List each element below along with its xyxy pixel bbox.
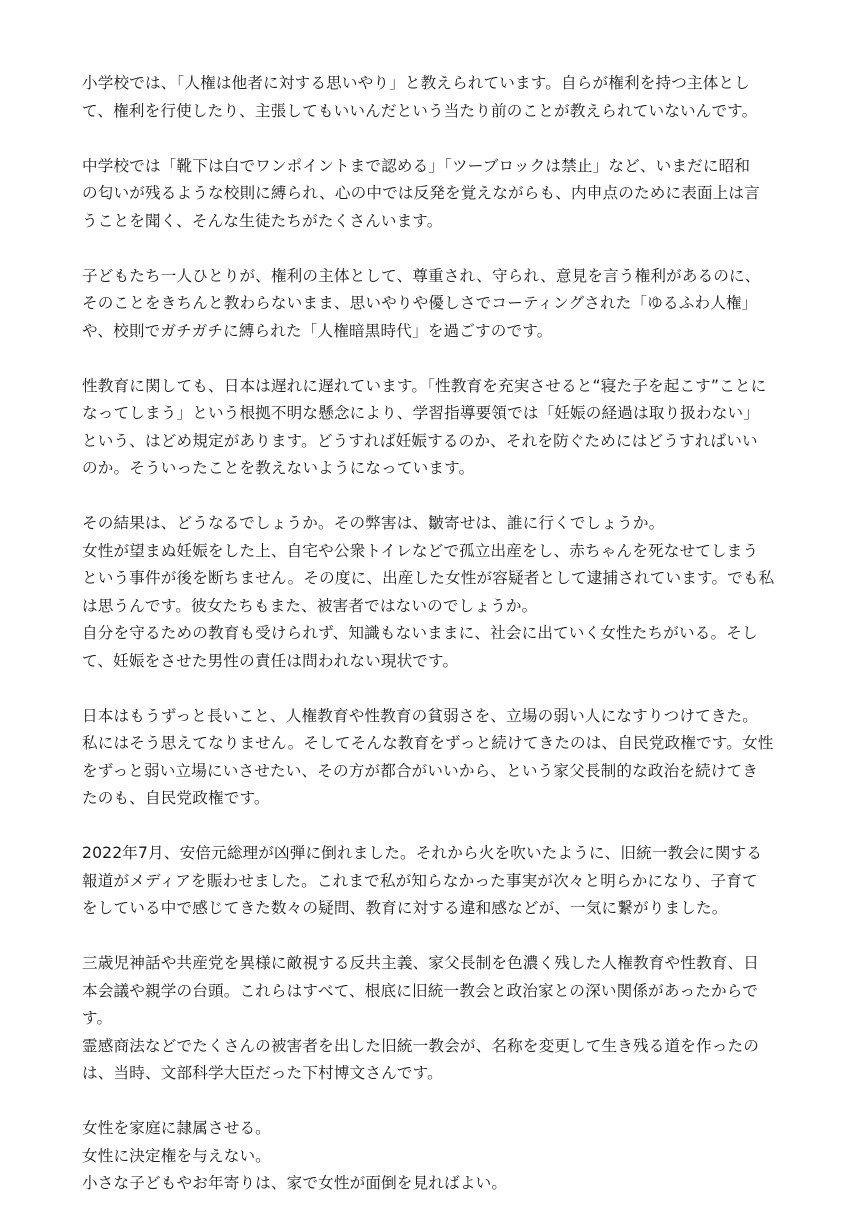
text-line: という、はどめ規定があります。どうすれば妊娠するのか、それを防ぐためにはどうすればいい [82,431,758,450]
text-line: 本会議や親学の台頭。これらはすべて、根底に旧統一教会と政治家との深い関係があったからで [82,981,759,1000]
text-line: 小学校では、「人権は他者に対する思いやり」と教えられています。自らが権利を持つ主体とし [82,74,750,92]
paragraph-5 [82,510,775,675]
text-line: 報道がメディアを賑わせました。これまで私が知らなかった事実が次々と明らかになり、子育て [82,871,758,890]
text-line: 三歳児神話や共産党を異様に敵視する反共主義、家父長制を色濃く残した人権教育や性教育、日 [82,954,759,972]
text-line: 私にはそう思えてなりません。そしてそんな教育をずっと続けてきたのは、自民党政権です。女性 [82,734,774,752]
text-line: て、妊娠をさせた男性の責任は問われない現状です。 [82,651,459,670]
paragraph-7 [82,840,763,923]
text-line: という事件が後を断ちません。その度に、出産した女性が容疑者として逮捕されています。でも私 [82,569,775,587]
text-line: は思うんです。彼女たちもまた、被害者ではないのでしょうか。 [82,596,538,615]
text-line: 2022年7月、安倍元総理が凶弾に倒れました。それから火を吹いたように、旧統一教会に関する [82,844,763,862]
text-line: 霊感商法などでたくさんの被害者を出した旧統一教会が、名称を変更して生き残る道を作ったの [82,1036,759,1055]
text-line: の匂いが残るような校則に縛られ、心の中では反発を覚えながらも、内申点のために表面上は言 [82,184,760,202]
text-line: 性教育に関しても、日本は遅れに遅れています。「性教育を充実させると“寝た子を起こす”ことに [82,376,767,395]
text-line: たのも、自民党政権です。 [82,789,270,807]
text-line: 日本はもうずっと長いこと、人権教育や性教育の貧弱さを、立場の弱い人になすりつけてきた。 [82,706,759,725]
paragraph-2 [82,153,760,236]
text-line: 女性を家庭に隷属させる。 [82,1119,271,1137]
paragraph-4 [82,373,767,483]
text-line: をしている中で感じてきた数々の疑問、教育に対する違和感などが、一気に繋がりました。 [82,899,728,917]
paragraph-8 [82,950,759,1088]
document-page [82,70,775,1225]
text-line: 子どもたち一人ひとりが、権利の主体として、尊重され、守られ、意見を言う権利があるのに、 [82,266,761,285]
text-line: をずっと弱い立場にいさせたい、その方が都合がいいから、という家父長制的な政治を続けてき [82,761,759,780]
text-line: 女性に決定権を与えない。 [82,1146,271,1165]
paragraph-9 [82,1115,752,1198]
text-line: なってしまう」という根拠不明な懸念により、学習指導要領では「妊娠の経過は取り扱わない」 [82,404,759,422]
paragraph-3 [82,263,761,346]
text-line: その結果は、どうなるでしょうか。その弊害は、皺寄せは、誰に行くでしょうか。 [82,514,665,532]
text-line: のか。そういったことを教えないようになっています。 [82,459,475,477]
text-line: や、校則でガチガチに縛られた「人権暗黒時代」を過ごすのです。 [82,321,553,340]
text-line: 自分を守るための教育も受けられず、知識もないままに、社会に出ていく女性たちがいる。そし [82,624,758,642]
paragraph-6 [82,703,774,813]
text-line: そのことをきちんと教わらないまま、思いやりや優しさでコーティングされた「ゆるふわ人権」 [82,294,758,312]
text-line: す。 [82,1009,113,1027]
text-line: うことを聞く、そんな生徒たちがたくさんいます。 [82,211,443,230]
text-line: 中学校では「靴下は白でワンポイントまで認める」「ツーブロックは禁止」など、いまだに昭和 [82,156,751,175]
text-line: 小さな子どもやお年寄りは、家で女性が面倒を見ればよい。 [82,1174,508,1192]
text-line: て、権利を行使したり、主張してもいいんだという当たり前のことが教えられていないんです。 [82,101,758,120]
paragraph-1 [82,70,758,125]
text-line: は、当時、文部科学大臣だった下村博文さんです。 [82,1064,443,1082]
text-line: 女性が望まぬ妊娠をした上、自宅や公衆トイレなどで孤立出産をし、赤ちゃんを死なせてしまう [82,541,759,560]
